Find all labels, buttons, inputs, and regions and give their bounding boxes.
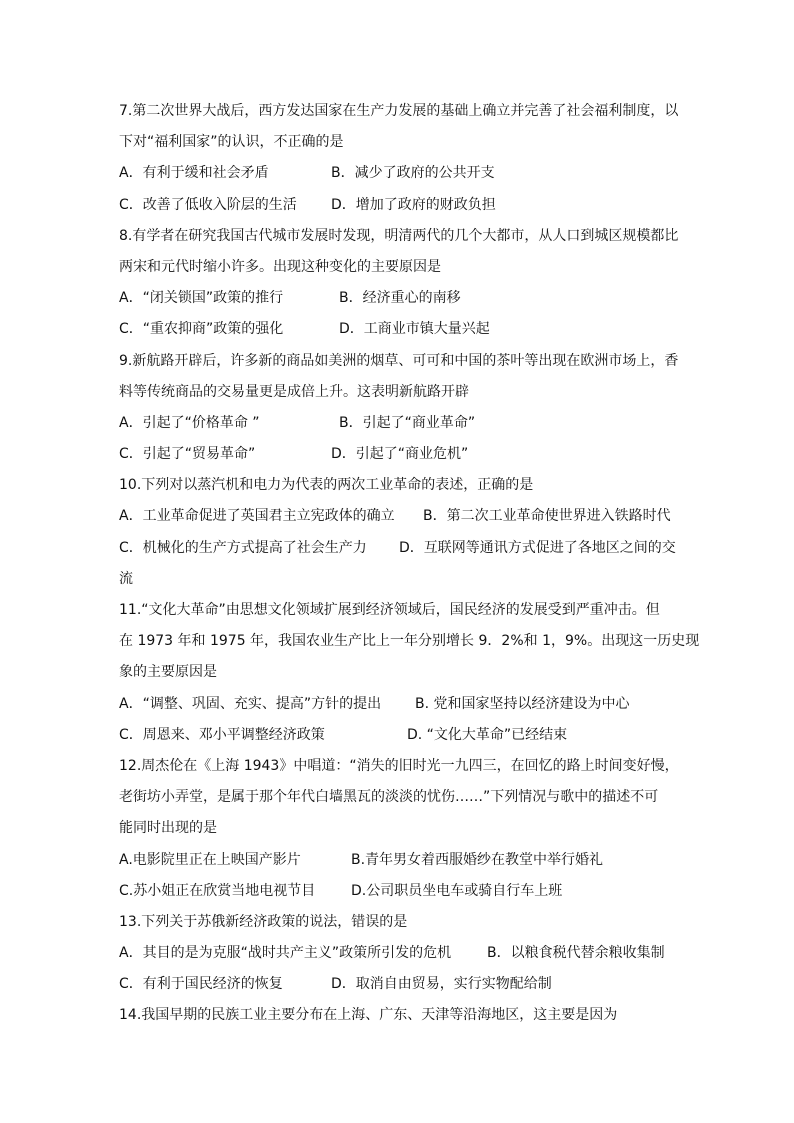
option-row [119, 938, 679, 969]
option-d-continuation: 流 [119, 570, 133, 587]
option-c: C．机械化的生产方式提高了社会生产力 [119, 539, 367, 556]
question-9 [119, 346, 679, 471]
option-b: B.青年男女着西服婚纱在教堂中举行婚礼 [351, 851, 604, 868]
option-row [119, 408, 679, 439]
option-b: B．减少了政府的公共开支 [331, 165, 495, 182]
option-a: A．其目的是为克服“战时共产主义”政策所引发的危机 [119, 945, 452, 962]
option-row [119, 689, 679, 720]
option-row [119, 158, 679, 189]
option-d: D．增加了政府的财政负担 [331, 196, 496, 213]
question-stem-line: 8.有学者在研究我国古代城市发展时发现，明清两代的几个大都市，从人口到城区规模都比 [119, 227, 679, 244]
option-a: A．有利于缓和社会矛盾 [119, 165, 269, 182]
question-12 [119, 751, 679, 907]
question-8 [119, 221, 679, 346]
option-c: C．引起了“贸易革命” [119, 446, 256, 463]
question-stem-line: 象的主要原因是 [119, 664, 217, 681]
option-c: C．“重农抑商”政策的强化 [119, 321, 284, 338]
option-b: B．第二次工业革命使世界进入铁路时代 [423, 508, 671, 525]
option-d: D．引起了“商业危机” [331, 446, 469, 463]
option-row [119, 720, 679, 751]
question-stem-line: 14.我国早期的民族工业主要分布在上海、广东、天津等沿海地区，这主要是因为 [119, 1007, 618, 1024]
question-stem-line: 老街坊小弄堂，是属于那个年代白墙黑瓦的淡淡的忧伤……”下列情况与歌中的描述不可 [119, 789, 659, 806]
option-c: C．改善了低收入阶层的生活 [119, 196, 297, 213]
option-d: D．工商业市镇大量兴起 [339, 321, 490, 338]
option-d: D. “文化大革命”已经结束 [407, 726, 568, 743]
question-stem-line: 下对“福利国家”的认识，不正确的是 [119, 134, 344, 151]
option-d: D．取消自由贸易，实行实物配给制 [331, 976, 552, 993]
option-a: A．引起了“价格革命 ” [119, 414, 260, 431]
question-stem-line: 7.第二次世界大战后，西方发达国家在生产力发展的基础上确立并完善了社会福利制度，以 [119, 103, 679, 119]
question-stem-line: 11.“文化大革命”由思想文化领域扩展到经济领域后，国民经济的发展受到严重冲击。但 [119, 602, 660, 618]
option-a: A．工业革命促进了英国君主立宪政体的确立 [119, 508, 395, 525]
question-list [119, 96, 700, 1032]
option-d: D．互联网等通讯方式促进了各地区之间的交 [399, 539, 676, 556]
option-a: A．“闭关锁国”政策的推行 [119, 290, 284, 307]
option-row [119, 283, 679, 314]
option-b: B. 党和国家坚持以经济建设为中心 [415, 695, 630, 712]
option-a: A.电影院里正在上映国产影片 [119, 851, 301, 868]
option-row [119, 969, 679, 1000]
question-stem-line: 两宋和元代时缩小许多。出现这种变化的主要原因是 [119, 258, 441, 275]
question-13 [119, 907, 679, 1001]
option-row [119, 190, 679, 221]
question-stem-line: 能同时出现的是 [119, 820, 217, 837]
question-stem-line: 9.新航路开辟后，许多新的商品如美洲的烟草、可可和中国的茶叶等出现在欧洲市场上，香 [119, 352, 679, 369]
question-11 [119, 595, 700, 751]
option-b: B．以粮食税代替余粮收集制 [487, 945, 665, 962]
option-a: A．“调整、巩固、充实、提高”方针的提出 [119, 695, 382, 712]
option-row [119, 876, 679, 907]
question-stem-line: 10.下列对以蒸汽机和电力为代表的两次工业革命的表述，正确的是 [119, 477, 534, 494]
option-c: C．有利于国民经济的恢复 [119, 976, 283, 993]
option-d: D.公司职员坐电车或骑自行车上班 [351, 882, 563, 899]
option-row [119, 533, 679, 564]
option-row [119, 845, 679, 876]
question-14 [119, 1000, 679, 1031]
option-row [119, 501, 679, 532]
question-stem-line: 13.下列关于苏俄新经济政策的说法，错误的是 [119, 913, 408, 930]
question-stem-line: 在 1973 年和 1975 年，我国农业生产比上一年分别增长 9．2%和 1，9%。出现这一历史现 [119, 633, 700, 650]
option-b: B．引起了“商业革命” [339, 414, 476, 431]
question-stem-line: 12.周杰伦在《上海 1943》中唱道：“消失的旧时光一九四三，在回忆的路上时间变好慢， [119, 757, 679, 774]
option-b: B．经济重心的南移 [339, 290, 461, 307]
question-stem-line: 料等传统商品的交易量更是成倍上升。这表明新航路开辟 [119, 383, 469, 400]
option-row [119, 439, 679, 470]
option-c: C.苏小姐正在欣赏当地电视节目 [119, 882, 316, 899]
question-10 [119, 470, 679, 595]
question-7 [119, 96, 679, 221]
option-row [119, 314, 679, 345]
option-c: C．周恩来、邓小平调整经济政策 [119, 726, 325, 743]
